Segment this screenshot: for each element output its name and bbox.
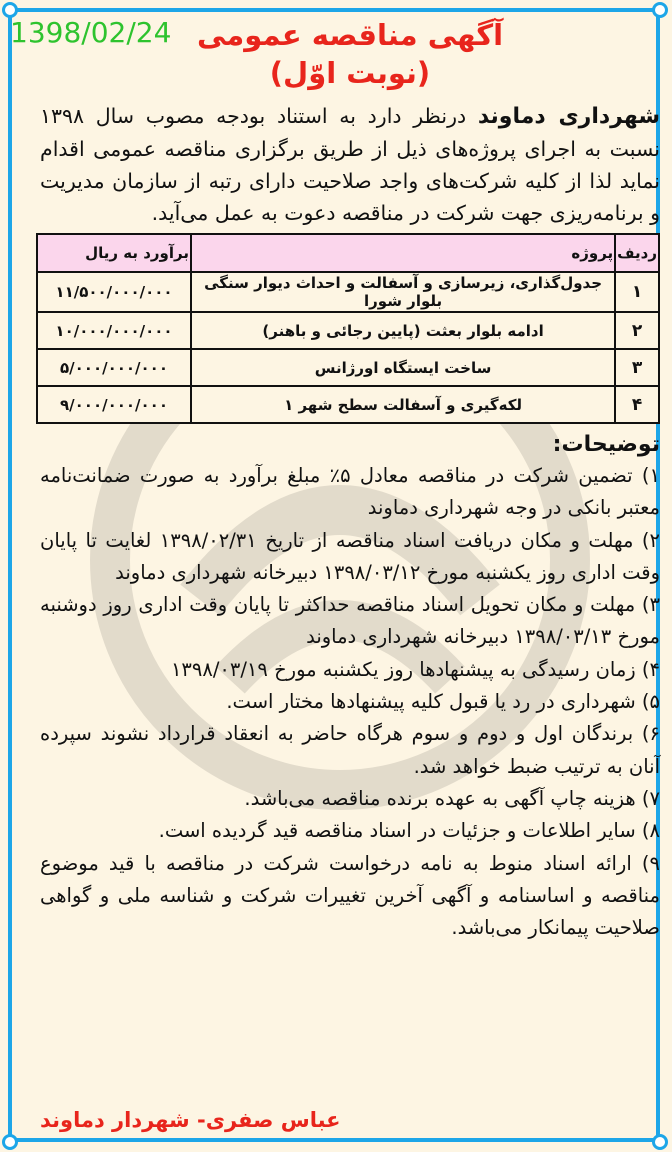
note-item: ۱) تضمین شرکت در مناقصه معادل ۵٪ مبلغ برآورد به صورت ضمانت‌نامه معتبر بانکی در وجه شهرداری دماوند xyxy=(40,464,660,520)
projects-table xyxy=(36,233,660,424)
row-estimate: ۱۰/۰۰۰/۰۰۰/۰۰۰ xyxy=(37,312,191,349)
note-item: ۲) مهلت و مکان دریافت اسناد مناقصه از تاریخ ۱۳۹۸/۰۲/۳۱ لغایت تا پایان وقت اداری روز یکشنبه مورخ ۱۳۹۸/۰۳/۱۲ دبیرخانه شهرداری دماوند xyxy=(40,528,660,584)
table-row xyxy=(37,272,659,312)
row-project: ساخت ایستگاه اورژانس xyxy=(191,349,615,386)
note-item: ۸) سایر اطلاعات و جزئیات در اسناد مناقصه قید گردیده است. xyxy=(158,819,660,843)
row-estimate: ۹/۰۰۰/۰۰۰/۰۰۰ xyxy=(37,386,191,423)
header-estimate: برآورد به ریال xyxy=(37,234,191,272)
note-item: ۵) شهرداری در رد یا قبول کلیه پیشنهادها مختار است. xyxy=(226,690,660,714)
note-item: ۶) برندگان اول و دوم و سوم هرگاه حاضر به انعقاد قرارداد نشوند سپرده آنان به ترتیب ضبط خواهد شد. xyxy=(40,722,660,778)
row-number: ۱ xyxy=(615,272,659,312)
organization-name: شهرداری دماوند xyxy=(477,104,661,129)
row-number: ۲ xyxy=(615,312,659,349)
notes-list xyxy=(40,460,660,944)
note-item: ۳) مهلت و مکان تحویل اسناد مناقصه حداکثر تا پایان وقت اداری روز دوشنبه مورخ ۱۳۹۸/۰۳/۱۳ دبیرخانه شهرداری دماوند xyxy=(40,593,660,649)
table-header-row xyxy=(37,234,659,272)
frame-corner-bottom-left xyxy=(2,1134,18,1150)
note-item: ۴) زمان رسیدگی به پیشنهادها روز یکشنبه مورخ ۱۳۹۸/۰۳/۱۹ xyxy=(170,657,660,681)
row-number: ۴ xyxy=(615,386,659,423)
announcement-title: آگهی مناقصه عمومی xyxy=(196,18,504,52)
announcement-body xyxy=(40,16,660,944)
row-project: ادامه بلوار بعثت (پایین رجائی و باهنر) xyxy=(191,312,615,349)
table-row xyxy=(37,349,659,386)
intro-paragraph xyxy=(40,100,660,229)
frame-corner-bottom-right xyxy=(652,1134,668,1150)
row-number: ۳ xyxy=(615,349,659,386)
announcement-round: (نوبت اوّل) xyxy=(269,56,431,90)
header-row-number: ردیف xyxy=(615,234,659,272)
row-project: جدول‌گذاری، زیرسازی و آسفالت و احداث دیوار سنگی بلوار شورا xyxy=(191,272,615,312)
row-estimate: ۵/۰۰۰/۰۰۰/۰۰۰ xyxy=(37,349,191,386)
row-estimate: ۱۱/۵۰۰/۰۰۰/۰۰۰ xyxy=(37,272,191,312)
table-row xyxy=(37,386,659,423)
note-item: ۹) ارائه اسناد منوط به نامه درخواست شرکت در مناقصه با قید موضوع مناقصه و اساسنامه و آگهی آخرین تغییرات شرکت و شناسه ملی و گواهی صلاحیت پیمانکار می‌باشد. xyxy=(40,851,660,940)
note-item: ۷) هزینه چاپ آگهی به عهده برنده مناقصه می‌باشد. xyxy=(244,786,660,810)
notes-heading: توضیحات: xyxy=(552,432,660,457)
row-project: لکه‌گیری و آسفالت سطح شهر ۱ xyxy=(191,386,615,423)
intro-text: درنظر دارد به استناد بودجه مصوب سال ۱۳۹۸ نسبت به اجرای پروژه‌های ذیل از طریق برگزاری مناقصه عمومی اقدام نماید لذا از کلیه شرکت‌های واجد صلاحیت دارای رتبه از سازمان مدیریت و برنامه‌ریزی جهت شرکت در مناقصه دعوت به عمل می‌آید. xyxy=(40,104,660,225)
date-stamp: 1398/02/24 xyxy=(10,16,172,49)
table-row xyxy=(37,312,659,349)
signature: عباس صفری- شهردار دماوند xyxy=(40,1108,341,1132)
header-project: پروژه xyxy=(191,234,615,272)
